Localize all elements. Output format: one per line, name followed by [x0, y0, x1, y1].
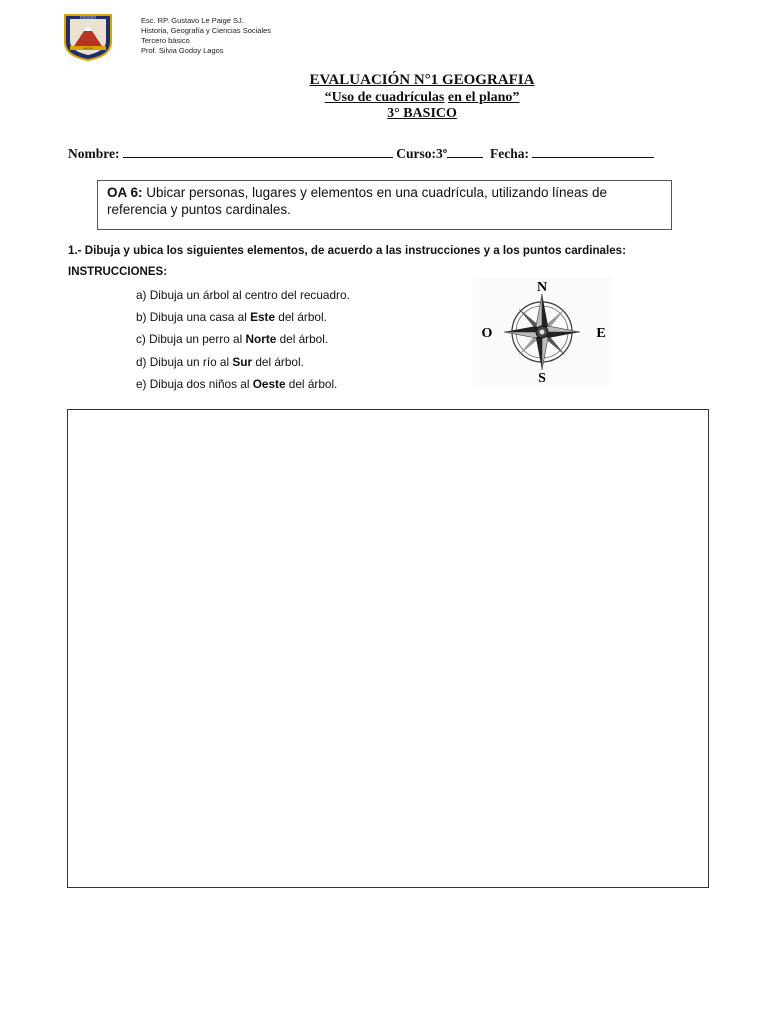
school-info — [141, 16, 271, 56]
instruction-item: a) Dibuja un árbol al centro del recuadro. — [136, 288, 350, 302]
question-text: 1.- Dibuja y ubica los siguientes elementos, de acuerdo a las instrucciones y a los puntos cardinales: — [68, 244, 626, 257]
grade-title: 3° BASICO — [387, 106, 457, 121]
date-field[interactable] — [532, 145, 654, 158]
objective-label: OA 6: — [107, 185, 143, 200]
name-field[interactable] — [123, 145, 393, 158]
grade-level: Tercero básico — [141, 36, 190, 45]
compass-west-label: O — [481, 326, 493, 341]
instructions-label: INSTRUCCIONES: — [68, 266, 168, 278]
school-crest-icon — [60, 12, 116, 62]
course-field[interactable] — [447, 145, 483, 158]
name-label: Nombre: — [68, 146, 120, 161]
instruction-item: d) Dibuja un río al Sur del árbol. — [136, 355, 304, 369]
crest-top-text: COLEGIO — [80, 15, 96, 20]
compass-south-label: S — [538, 371, 546, 385]
exam-subtitle: “Uso de cuadrículas en el plano” — [324, 90, 520, 105]
compass-rose-icon — [473, 277, 611, 385]
student-fields — [68, 145, 654, 162]
teacher-name: Prof. Silvia Godoy Lagos — [141, 46, 224, 55]
drawing-area[interactable] — [67, 409, 709, 888]
instruction-item: b) Dibuja una casa al Este del árbol. — [136, 310, 327, 324]
subject-name: Historia, Geografía y Ciencias Sociales — [141, 26, 272, 35]
crest-bottom-text: ALICIA — [83, 46, 93, 51]
objective-text: Ubicar personas, lugares y elementos en una cuadrícula, utilizando líneas de referencia y puntos cardinales. — [107, 185, 608, 217]
date-label: Fecha: — [489, 146, 529, 161]
instruction-item: c) Dibuja un perro al Norte del árbol. — [136, 332, 329, 346]
objective-box — [97, 180, 672, 230]
compass-east-label: E — [596, 326, 606, 341]
school-name: Esc. RP. Gustavo Le Paige SJ. — [141, 16, 244, 25]
instruction-item: e) Dibuja dos niños al Oeste del árbol. — [136, 377, 338, 391]
exam-title: EVALUACIÓN N°1 GEOGRAFIA — [309, 72, 535, 88]
course-label: Curso:3º — [396, 146, 448, 161]
compass-north-label: N — [536, 280, 548, 295]
